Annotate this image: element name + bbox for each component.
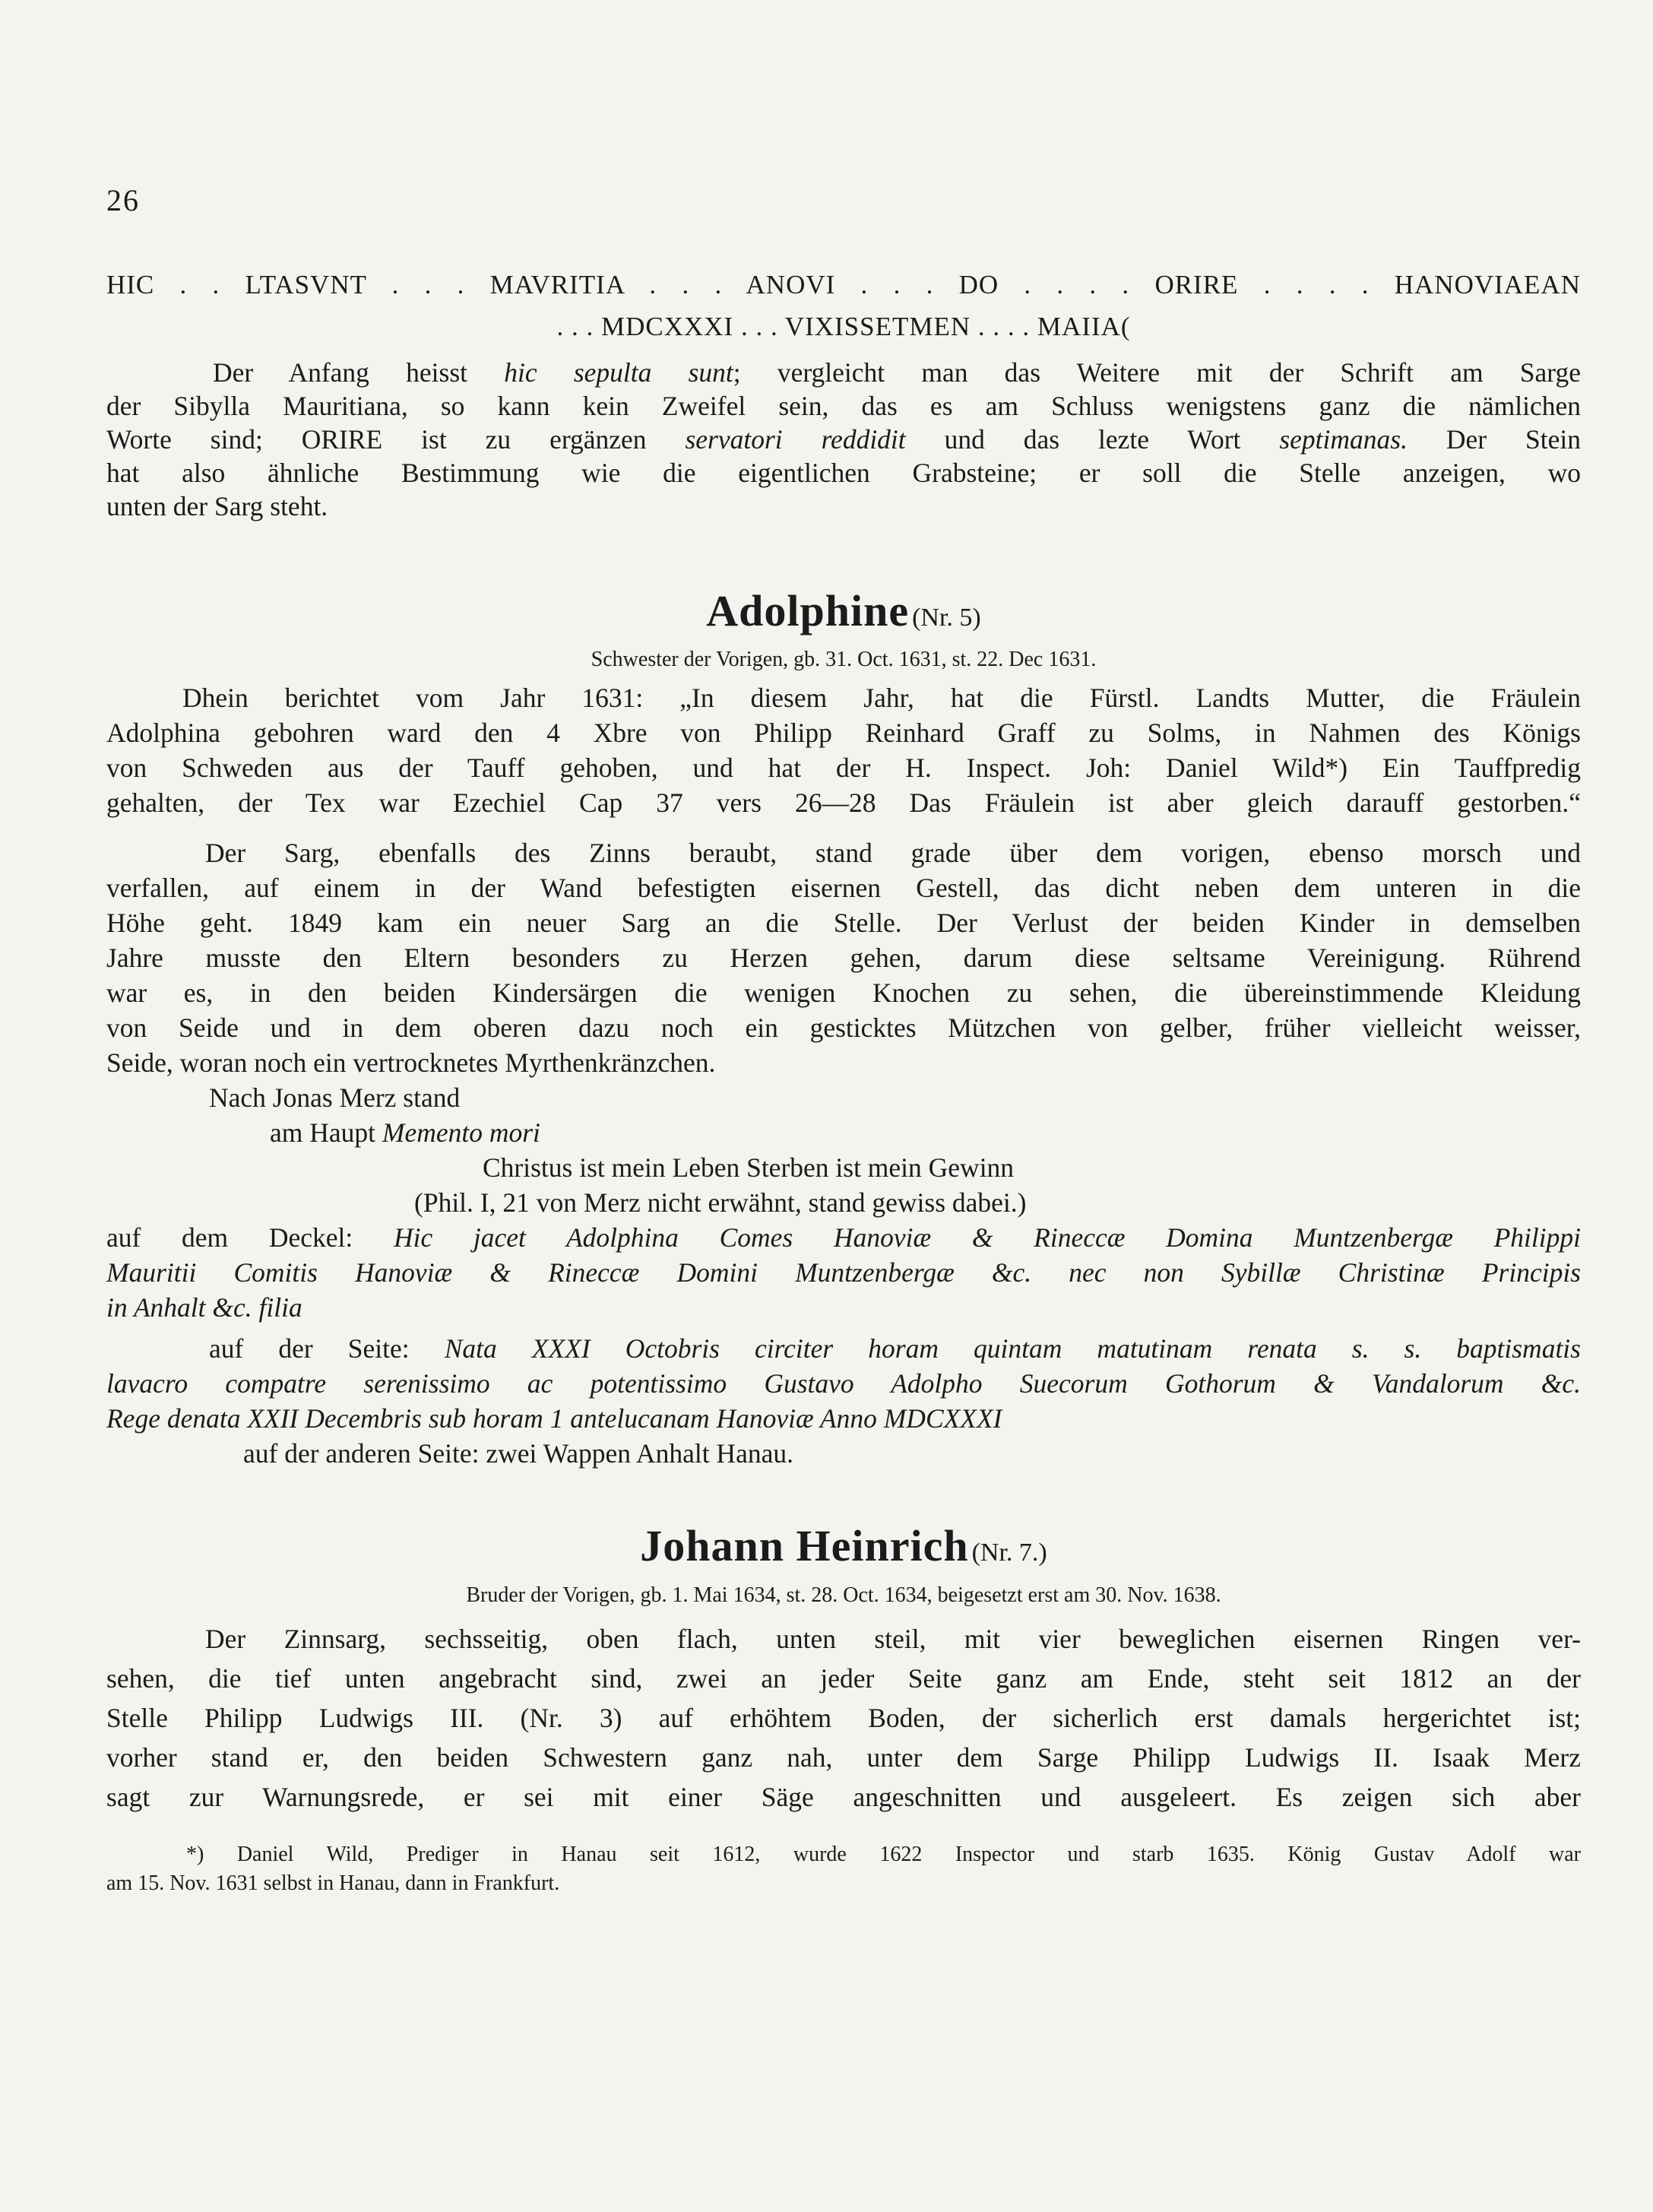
para1-line-5: unten der Sarg steht. [106, 491, 328, 521]
footnote-line-1 [106, 1841, 1581, 1868]
para2-line-2: Adolphina gebohren ward den 4 Xbre von Philipp Reinhard Graff zu Solms, in Nahmen des Königs [106, 718, 1581, 748]
section-heading-johann-heinrich [106, 1520, 1581, 1571]
para4-line-3: Stelle Philipp Ludwigs III. (Nr. 3) auf erhöhtem Boden, der sicherlich erst damals hergerichtet ist; [106, 1703, 1581, 1733]
para4-line-4: vorher stand er, den beiden Schwestern ganz nah, unter dem Sarge Philipp Ludwigs II. Isaak Merz [106, 1742, 1581, 1773]
section-heading-adolphine [106, 585, 1581, 636]
para2-line-3: von Schweden aus der Tauff gehoben, und hat der H. Inspect. Joh: Daniel Wild*) Ein Tauffpredig [106, 753, 1581, 783]
text-run: auf dem Deckel: [106, 1222, 394, 1253]
andere-seite-line: auf der anderen Seite: zwei Wappen Anhalt Hanau. [243, 1438, 793, 1469]
para1-line-2: der Sibylla Mauritiana, so kann kein Zweifel sein, das es am Schluss wenigstens ganz die nämlichen [106, 391, 1581, 421]
seite-line-3: Rege denata XXII Decembris sub horam 1 antelucanam Hanoviæ Anno MDCXXXI [106, 1403, 1002, 1434]
latin-phrase: Memento mori [382, 1117, 540, 1148]
heading-subline: Schwester der Vorigen, gb. 31. Oct. 1631, st. 22. Dec 1631. [591, 648, 1097, 671]
latin-inscription: Hic jacet Adolphina Comes Hanoviæ & Rineccæ Domina Muntzenbergæ Philippi [393, 1222, 1581, 1253]
heading-number: (Nr. 7.) [971, 1539, 1047, 1567]
footnote-line-2: am 15. Nov. 1631 selbst in Hanau, dann in Frankfurt. [106, 1871, 560, 1895]
deckel-line-1 [106, 1221, 1581, 1254]
para3-line-3: Höhe geht. 1849 kam ein neuer Sarg an die Stelle. Der Verlust der beiden Kinder in demselben [106, 908, 1581, 938]
para4-line-2: sehen, die tief unten angebracht sind, zwei an jeder Seite ganz am Ende, steht seit 1812 an der [106, 1663, 1581, 1694]
deckel-line-3: in Anhalt &c. filia [106, 1292, 302, 1323]
deckel-line-2: Mauritii Comitis Hanoviæ & Rineccæ Domini Muntzenbergæ &c. nec non Sybillæ Christinæ Principis [106, 1257, 1581, 1288]
text-run: Dhein berichtet vom Jahr 1631: „In diesem Jahr, hat die Fürstl. Landts Mutter, die Fräulein [182, 683, 1581, 713]
heading-number: (Nr. 5) [912, 604, 981, 632]
para2-line-1 [106, 681, 1581, 715]
text-run: und das lezte Wort [905, 424, 1280, 455]
para3-line-6: von Seide und in dem oberen dazu noch ein gesticktes Mützchen von gelber, früher vielleicht weisser, [106, 1013, 1581, 1043]
latin-inscription: Nata XXXI Octobris circiter horam quintam matutinam renata s. s. baptismatis [444, 1333, 1581, 1364]
seite-line-2: lavacro compatre serenissimo ac potentissimo Gustavo Adolpho Suecorum Gothorum & Vandalorum &c. [106, 1368, 1581, 1399]
heading-subline: Bruder der Vorigen, gb. 1. Mai 1634, st. 28. Oct. 1634, beigesetzt erst am 30. Nov. 1638. [466, 1583, 1221, 1607]
merz-intro: Nach Jonas Merz stand [209, 1082, 461, 1113]
para2-line-4: gehalten, der Tex war Ezechiel Cap 37 vers 26—28 Das Fräulein ist aber gleich darauff gestorben.“ [106, 788, 1581, 818]
para1-line-4: hat also ähnliche Bestimmung wie die eigentlichen Grabsteine; er soll die Stelle anzeigen, wo [106, 458, 1581, 488]
text-run: Der Stein [1407, 424, 1581, 455]
para3-line-4: Jahre musste den Eltern besonders zu Herzen gehen, darum diese seltsame Vereinigung. Rührend [106, 943, 1581, 973]
heading-name: Johann Heinrich [640, 1521, 969, 1570]
latin-phrase: hic sepulta sunt [504, 357, 733, 388]
text-run: Der Anfang heisst [213, 357, 505, 388]
para4-line-1 [106, 1622, 1581, 1656]
latin-phrase: servatori reddidit [685, 424, 906, 455]
para3-line-2: verfallen, auf einem in der Wand befestigten eisernen Gestell, das dicht neben dem unteren in die [106, 873, 1581, 903]
page-number: 26 [106, 183, 140, 217]
para3-line-1 [106, 836, 1581, 870]
merz-haupt [270, 1116, 1581, 1149]
text-run: *) Daniel Wild, Prediger in Hanau seit 1612, wurde 1622 Inspector und starb 1635. König Gustav Adolf war [186, 1843, 1581, 1866]
inscription-line-2: . . . MDCXXXI . . . VIXISSETMEN . . . . MAIIA( [556, 312, 1131, 341]
seite-line-1 [209, 1332, 1581, 1365]
text-run: Der Zinnsarg, sechsseitig, oben flach, unten steil, mit vier beweglichen eisernen Ringen ver- [205, 1624, 1581, 1654]
text-run: ; vergleicht man das Weitere mit der Schrift am Sarge [733, 357, 1581, 388]
para3-line-7: Seide, woran noch ein vertrocknetes Myrthenkränzchen. [106, 1047, 716, 1078]
text-run: Der Sarg, ebenfalls des Zinns beraubt, stand grade über dem vorigen, ebenso morsch und [205, 838, 1581, 868]
document-page [106, 0, 1581, 2212]
latin-phrase: septimanas. [1279, 424, 1408, 455]
inscription-line-1: HIC . . LTASVNT . . . MAVRITIA . . . ANOVI . . . DO . . . . ORIRE . . . . HANOVIAEAN [106, 270, 1581, 299]
heading-name: Adolphine [706, 586, 910, 635]
text-run: am Haupt [270, 1117, 382, 1148]
merz-christus: Christus ist mein Leben Sterben ist mein Gewinn [483, 1152, 1015, 1183]
para3-line-5: war es, in den beiden Kindersärgen die wenigen Knochen zu sehen, die übereinstimmende Kleidung [106, 978, 1581, 1008]
text-run: auf der Seite: [209, 1333, 445, 1364]
merz-phil: (Phil. I, 21 von Merz nicht erwähnt, stand gewiss dabei.) [414, 1187, 1027, 1218]
para1-line-3 [106, 423, 1581, 456]
text-run: Worte sind; ORIRE ist zu ergänzen [106, 424, 686, 455]
para4-line-5: sagt zur Warnungsrede, er sei mit einer Säge angeschnitten und ausgeleert. Es zeigen sich aber [106, 1782, 1581, 1812]
para1-line-1 [106, 356, 1581, 389]
